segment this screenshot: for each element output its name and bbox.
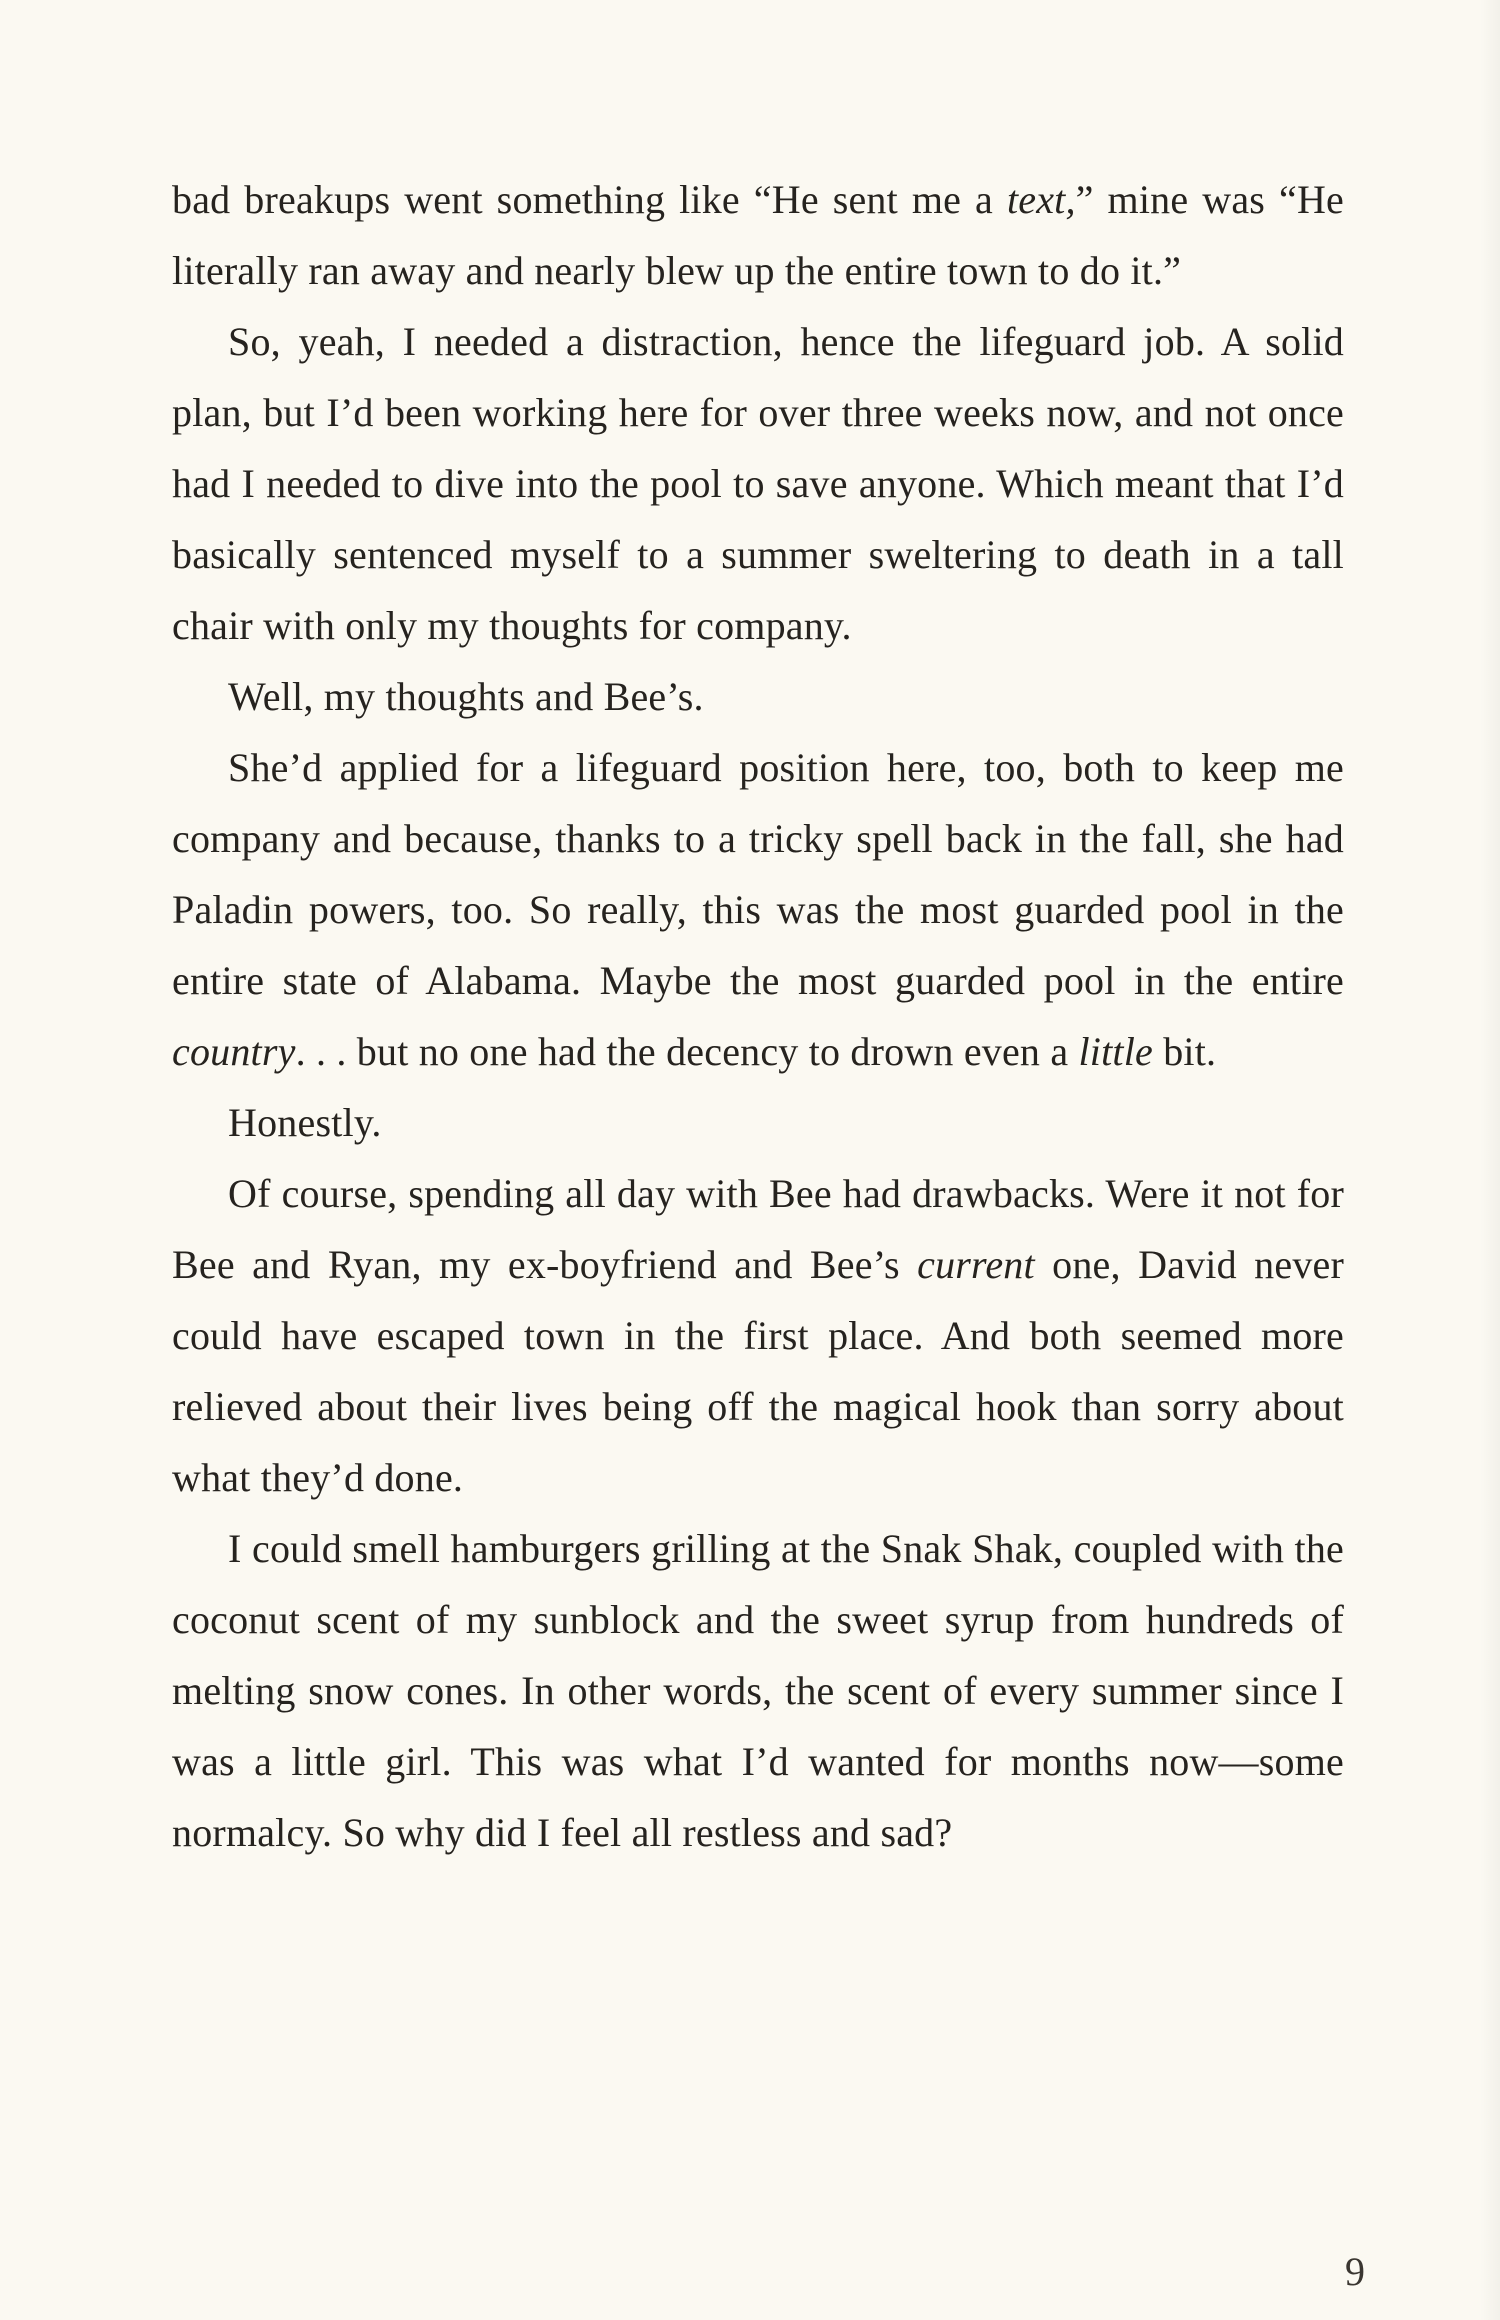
text-run: Honestly. [228,1100,382,1145]
text-run: I could smell hamburgers grilling at the Snak Shak, coupled with the coconut scent of my sunblock and the sweet syrup from hundreds of melting snow cones. In other words, the scent of every summer since I was a little girl. This was what I’d wanted for months now—some normalcy. So why did I feel all restless and sad? [172,1526,1344,1855]
italic-text-run: country [172,1029,296,1074]
paragraph-6 [172,1158,1344,1513]
text-run: So, yeah, I needed a distraction, hence the lifeguard job. A solid plan, but I’d been working here for over three weeks now, and not once had I needed to dive into the pool to save anyone. Which meant that I’d basically sentenced myself to a summer sweltering to death in a tall chair with only my thoughts for company. [172,319,1344,648]
paragraph-7 [172,1513,1344,1868]
italic-text-run: text, [1006,177,1076,222]
text-run: Well, my thoughts and Bee’s. [228,674,704,719]
text-run: . . . but no one had the decency to drown even a [295,1029,1079,1074]
paragraph-3 [172,661,1344,732]
text-run: She’d applied for a lifeguard position here, too, both to keep me company and because, thanks to a tricky spell back in the fall, she had Paladin powers, too. So really, this was the most guarded pool in the entire state of Alabama. Maybe the most guarded pool in the entire [172,745,1344,1003]
text-run: bit. [1153,1029,1217,1074]
page-number: 9 [1345,2249,1365,2294]
text-run: ” mine was “He literally ran away and nearly blew up the entire town to do it.” [172,177,1344,293]
italic-text-run: current [917,1242,1035,1287]
paragraph-2 [172,306,1344,661]
italic-text-run: little [1078,1029,1154,1074]
paragraph-4 [172,732,1344,1087]
text-run: bad breakups went something like “He sent me a [172,177,1007,222]
paragraph-5 [172,1087,1344,1158]
page-edge-shadow [1480,0,1500,2320]
paragraph-1 [172,164,1344,306]
text-run: one, David never could have escaped town in the first place. And both seemed more relieved about their lives being off the magical hook than sorry about what they’d done. [172,1242,1344,1500]
text-run: Of course, spending all day with Bee had drawbacks. Were it not for Bee and Ryan, my ex-boyfriend and Bee’s [172,1171,1344,1287]
body-text [172,164,1344,1868]
